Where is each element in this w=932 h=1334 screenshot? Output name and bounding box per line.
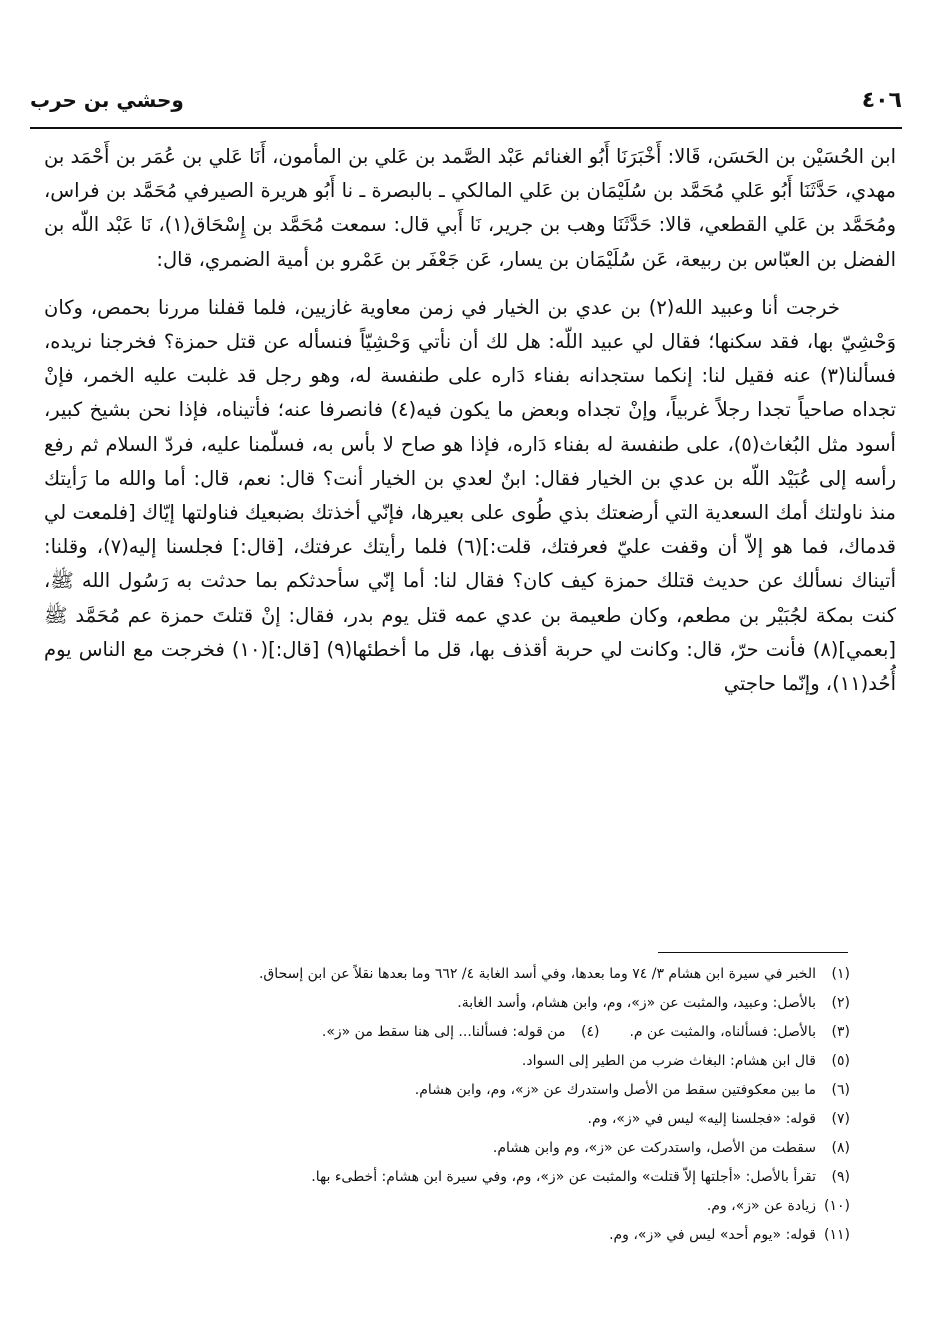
footnotes-list: [90, 960, 850, 1250]
footnote-text: من قوله: فسألنا... إلى هنا سقط من «ز».: [321, 1024, 566, 1040]
footnote-number: (٤): [580, 1024, 600, 1040]
header-rule: [30, 127, 902, 129]
footnote-text: بالأصل: وعبيد، والمثبت عن «ز»، وم، وابن هشام، وأسد الغابة.: [457, 995, 816, 1011]
page-header: [30, 84, 902, 124]
main-paragraph: خرجت أنا وعبيد الله(٢) بن عدي بن الخيار في زمن معاوية غازيين، فلما قفلنا مررنا بحمص، وكان وَحْشِيّ بها، فقد سكنها؛ فقال لي عبيد اللّه: هل لك أن نأتي وَحْشِيّاً فنسأله عن قتل حمزة؟ فخرجنا نريده، فسألنا(٣) عنه فقيل لنا: إنكما ستجدانه بفناء دَاره على طنفسة له، وهو رجل قد غلبت عليه الخمر، فإنْ تجداه صاحياً تجدا رجلاً غربياً، وإنْ تجداه وبعض ما يكون فيه(٤) فانصرفا عنه؛ فأتيناه، فإذا نحن بشيخ كبير، أسود مثل البُغاث(٥)، على طنفسة له بفناء دَاره، فإذا هو صاح لا بأس به، فسلّمنا عليه، فردّ السلام ثم رفع رأسه إلى عُبَيْد اللّه بن عدي بن الخيار فقال: ابنٌ لعدي بن الخيار أنت؟ قال: نعم، قال: أما والله ما رَأيتك منذ ناولتك أمك السعدية التي أرضعتك بذي طُوى على بعيرها، فإنّي أخذتك بضبعيك فناولتها إيّاك [فلمعت لي قدماك، فما هو إلاّ أن وقفت عليّ فعرفتك، قلت:](٦) فلما رأيتك عرفتك، [قال:] فجلسنا إليه(٧)، وقلنا: أتيناك نسألك عن حديث قتلك حمزة كيف كان؟ فقال لنا: أما إنّي سأحدثكم بما حدثت به رَسُول الله ﷺ، كنت بمكة لجُبَيْر بن مطعم، وكان طعيمة بن عدي عمه قتل يوم بدر، فقال: إنْ قتلتَ حمزة عم مُحَمَّد ﷺ [بعمي](٨) فأنت حرّ، قال: وكانت لي حربة أقذف بها، قل ما أخطئها(٩) [قال:](١٠) فخرجت مع الناس يوم أُحُد(١١)، وإنّما حاجتي: [44, 295, 897, 696]
footnote-item: [90, 1134, 850, 1163]
footnote-number: (٩): [831, 1169, 850, 1185]
footnote-text: قوله: «يوم أحد» ليس في «ز»، وم.: [609, 1227, 816, 1243]
footnote-text: الخبر في سيرة ابن هشام ٣/ ٧٤ وما بعدها، وفي أسد الغابة ٤/ ٦٦٢ وما بعدها نقلاً عن ابن إسحاق.: [258, 966, 816, 982]
footnote-text: ما بين معكوفتين سقط من الأصل واستدرك عن «ز»، وم، وابن هشام.: [414, 1082, 816, 1098]
footnote-item: [90, 1192, 850, 1221]
footnote-item: [90, 1221, 850, 1250]
footnote-number: (٥): [831, 1053, 850, 1069]
footnote-item: [90, 1163, 850, 1192]
footnote-number: (٦): [831, 1082, 850, 1098]
footnote-item: [90, 960, 850, 989]
footnote-number: (٣): [831, 1024, 850, 1040]
footnote-text: تقرأ بالأصل: «أجلتها إلاّ قتلت» والمثبت عن «ز»، وم، وفي سيرة ابن هشام: أخطىء بها.: [311, 1169, 816, 1185]
footnote-item: [90, 1076, 850, 1105]
footnote-number: (١): [831, 966, 850, 982]
page-number: ٤٠٦: [861, 88, 902, 113]
footnote-number: (٨): [831, 1140, 850, 1156]
footnote-number: (٢): [831, 995, 850, 1011]
footnote-text: قال ابن هشام: البغاث ضرب من الطير إلى السواد.: [521, 1053, 816, 1069]
footnote-text: سقطت من الأصل، واستدركت عن «ز»، وم وابن هشام.: [492, 1140, 816, 1156]
main-text: [44, 140, 896, 701]
footnote-number: (١٠): [824, 1198, 850, 1214]
footnote-text: قوله: «فجلسنا إليه» ليس في «ز»، وم.: [587, 1111, 816, 1127]
footnote-item: [90, 1047, 850, 1076]
footnote-number: (٧): [831, 1111, 850, 1127]
intro-paragraph: ابن الحُسَيْن بن الحَسَن، قَالا: أَخْبَرَنَا أَبُو الغنائم عَبْد الصَّمد بن عَلي بن المأمون، أَنَا عَلي بن عُمَر بن أَحْمَد بن مهدي، حَدَّثَنَا أَبُو عَلي مُحَمَّد بن سُلَيْمَان بن عَلي المالكي ـ بالبصرة ـ نا أَبُو هريرة الصيرفي مُحَمَّد بن فراس، ومُحَمَّد بن عَلي القطعي، قالا: حَدَّثَنَا وهب بن جرير، نَا أَبي قال: سمعت مُحَمَّد بن إِسْحَاق(١)، نَا عَبْد اللّه بن الفضل بن العبّاس بن ربيعة، عَن سُلَيْمَان بن يسار، عَن جَعْفَر بن عَمْرو بن أمية الضمري، قال:: [44, 145, 896, 271]
footnote-number: (١١): [824, 1227, 850, 1243]
footnote-rule: [658, 952, 848, 953]
footnote-text: زيادة عن «ز»، وم.: [706, 1198, 816, 1214]
footnote-item: [90, 1105, 850, 1134]
footnote-item: [90, 989, 850, 1018]
running-title: وحشي بن حرب: [30, 88, 184, 112]
footnote-text: بالأصل: فسألناه، والمثبت عن م.: [629, 1024, 816, 1040]
footnote-item: [90, 1018, 850, 1047]
